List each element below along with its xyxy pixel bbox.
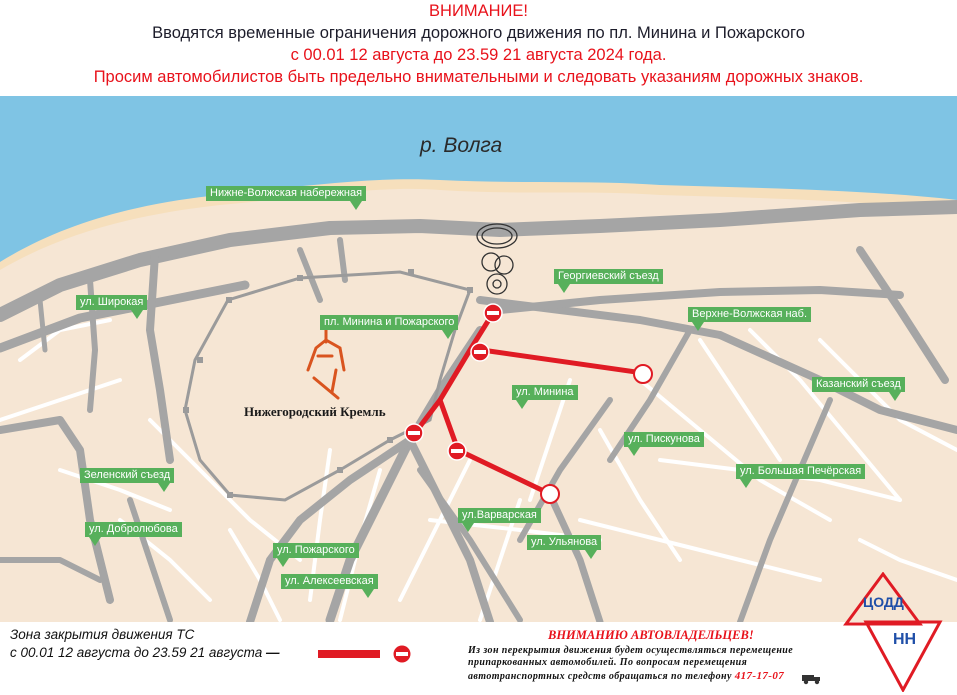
legend-closure-line-icon (318, 648, 382, 660)
street-label-zelensky: Зеленский съезд (80, 468, 174, 483)
no-entry-sign-icon (471, 343, 489, 361)
river-label: р. Волга (420, 134, 503, 157)
street-label-minin-square: пл. Минина и Пожарского (320, 315, 458, 330)
street-label-varvarskaya: ул.Варварская (458, 508, 541, 523)
no-entry-sign-icon (448, 442, 466, 460)
street-label-pozharskogo: ул. Пожарского (273, 543, 359, 558)
announcement-header (0, 0, 957, 96)
legend-panel (0, 622, 957, 695)
header-request: Просим автомобилистов быть предельно внимательными и следовать указаниям дорожных знаков. (93, 68, 864, 86)
street-label-nizhne-volzhskaya: Нижне-Волжская набережная (206, 186, 366, 201)
street-label-georgievsky: Георгиевский съезд (554, 269, 663, 284)
street-label-kazansky: Казанский съезд (812, 377, 905, 392)
notice-line: припаркованных автомобилей. По вопросам перемещения (468, 657, 748, 668)
street-label-ulyanova: ул. Ульянова (527, 535, 601, 550)
notice-line: Из зон перекрытия движения будет осуществляться перемещение (468, 645, 794, 656)
street-label-verkhne-volzhskaya: Верхне-Волжская наб. (688, 307, 811, 322)
notice-title: ВНИМАНИЮ АВТОВЛАДЕЛЬЦЕВ! (548, 628, 754, 642)
header-restriction: Вводятся временные ограничения дорожного движения по пл. Минина и Пожарского (152, 24, 805, 42)
legend-zone-title: Зона закрытия движения ТС (10, 627, 195, 642)
header-warning: ВНИМАНИЕ! (429, 2, 528, 20)
kremlin-label: Нижегородский Кремль (244, 404, 386, 419)
street-label-minina: ул. Минина (512, 385, 578, 400)
closure-end-marker (541, 485, 559, 503)
tow-truck-icon (800, 670, 824, 686)
legend-zone-period: с 00.01 12 августа до 23.59 21 августа — (10, 645, 280, 660)
no-entry-sign-icon (484, 304, 502, 322)
street-label-dobrolyubova: ул. Добролюбова (85, 522, 182, 537)
phone-number: 417-17-07 (734, 670, 785, 682)
street-label-alekseevskaya: ул. Алексеевская (281, 574, 378, 589)
street-label-piskunova: ул. Пискунова (624, 432, 704, 447)
city-map (0, 96, 957, 622)
codd-logo-text: ЦОДД (863, 594, 904, 610)
header-period: с 00.01 12 августа до 23.59 21 августа 2024 года. (290, 46, 667, 64)
no-entry-sign-icon (405, 424, 423, 442)
notice-line: автотранспортных средств обращаться по телефону 417-17-07 (468, 670, 785, 682)
codd-logo (838, 572, 948, 692)
street-label-b-pecherskaya: ул. Большая Печёрская (736, 464, 865, 479)
codd-logo-city: НН (893, 631, 917, 648)
closure-end-marker (634, 365, 652, 383)
street-label-shirokaya: ул. Широкая (76, 295, 147, 310)
legend-no-entry-icon (392, 644, 412, 664)
